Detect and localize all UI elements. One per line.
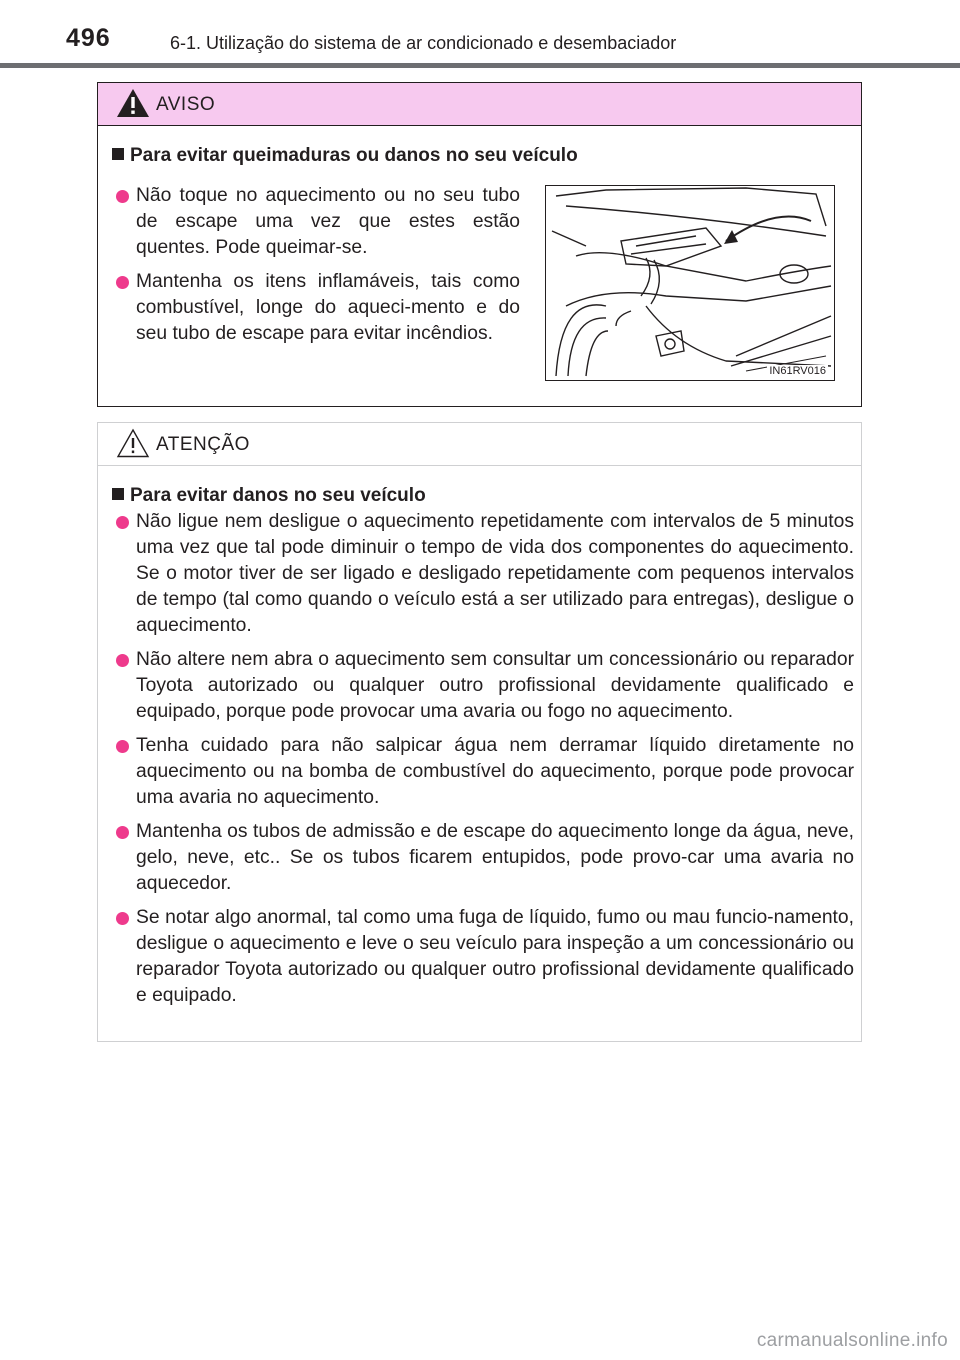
caution-box: [97, 422, 862, 1042]
square-marker-icon: [112, 148, 124, 160]
warning-header: [98, 83, 861, 126]
warning-heading-text: Para evitar queimaduras ou danos no seu veículo: [130, 145, 578, 166]
warning-list: [116, 183, 520, 355]
list-item: [116, 183, 520, 261]
list-item: [116, 647, 854, 725]
list-item: [116, 733, 854, 811]
square-marker-icon: [112, 488, 124, 500]
bullet-dot-icon: [116, 516, 129, 529]
list-item-text: Mantenha os itens inflamáveis, tais como combustível, longe do aqueci-mento e do seu tubo de escape para evitar incêndios.: [136, 271, 520, 344]
figure-code: IN61RV016: [769, 365, 826, 377]
caution-label: ATENÇÃO: [156, 434, 250, 455]
caution-header: [98, 423, 861, 466]
page-number: 496: [66, 24, 111, 52]
list-item-text: Não altere nem abra o aquecimento sem consultar um concessionário ou reparador Toyota autorizado ou qualquer outro profissional devidamente qualificado e equipado, porque pode provocar uma avaria ou fogo no aquecimento.: [136, 649, 854, 722]
watermark: carmanualsonline.info: [756, 1330, 948, 1351]
list-item-text: Tenha cuidado para não salpicar água nem derramar líquido diretamente no aquecimento ou na bomba de combustível do aquecimento, porque pode provocar uma avaria no aquecimento.: [136, 735, 854, 808]
car-front-heater-drawing: [546, 186, 833, 379]
caution-heading-text: Para evitar danos no seu veículo: [130, 485, 426, 506]
list-item-text: Não ligue nem desligue o aquecimento repetidamente com intervalos de 5 minutos uma vez que tal pode diminuir o tempo de vida dos componentes do aquecimento. Se o motor tiver de ser ligado e desligado repetidamente com pequenos intervalos de tempo (tal como quando o veículo está a ser utilizado para entregas), desligue o aquecimento.: [136, 511, 854, 636]
bullet-dot-icon: [116, 740, 129, 753]
warning-heading: [112, 145, 578, 167]
list-item: [116, 819, 854, 897]
heater-illustration: [545, 185, 835, 381]
list-item: [116, 509, 854, 639]
bullet-dot-icon: [116, 276, 129, 289]
bullet-dot-icon: [116, 190, 129, 203]
warning-label: AVISO: [156, 94, 216, 115]
list-item-text: Se notar algo anormal, tal como uma fuga de líquido, fumo ou mau funcio-namento, desligue o aquecimento e leve o seu veículo para inspeção a um concessionário ou reparador Toyota autorizado ou qualquer outro profissional devidamente qualificado e equipado.: [136, 907, 854, 1006]
list-item-text: Mantenha os tubos de admissão e de escape do aquecimento longe da água, neve, gelo, neve, etc.. Se os tubos ficarem entupidos, pode provo-car uma avaria no aquecedor.: [136, 821, 854, 894]
bullet-dot-icon: [116, 654, 129, 667]
section-title: 6-1. Utilização do sistema de ar condicionado e desembaciador: [170, 33, 677, 53]
bullet-dot-icon: [116, 912, 129, 925]
list-item-text: Não toque no aquecimento ou no seu tubo de escape uma vez que estes estão quentes. Pode queimar-se.: [136, 185, 520, 258]
list-item: [116, 269, 520, 347]
warning-triangle-icon: [116, 88, 150, 118]
bullet-dot-icon: [116, 826, 129, 839]
caution-triangle-icon: [116, 428, 150, 458]
caution-list: [116, 509, 854, 1017]
list-item: [116, 905, 854, 1009]
warning-box: [97, 82, 862, 407]
page-header: [0, 0, 960, 68]
caution-heading: [112, 485, 426, 507]
